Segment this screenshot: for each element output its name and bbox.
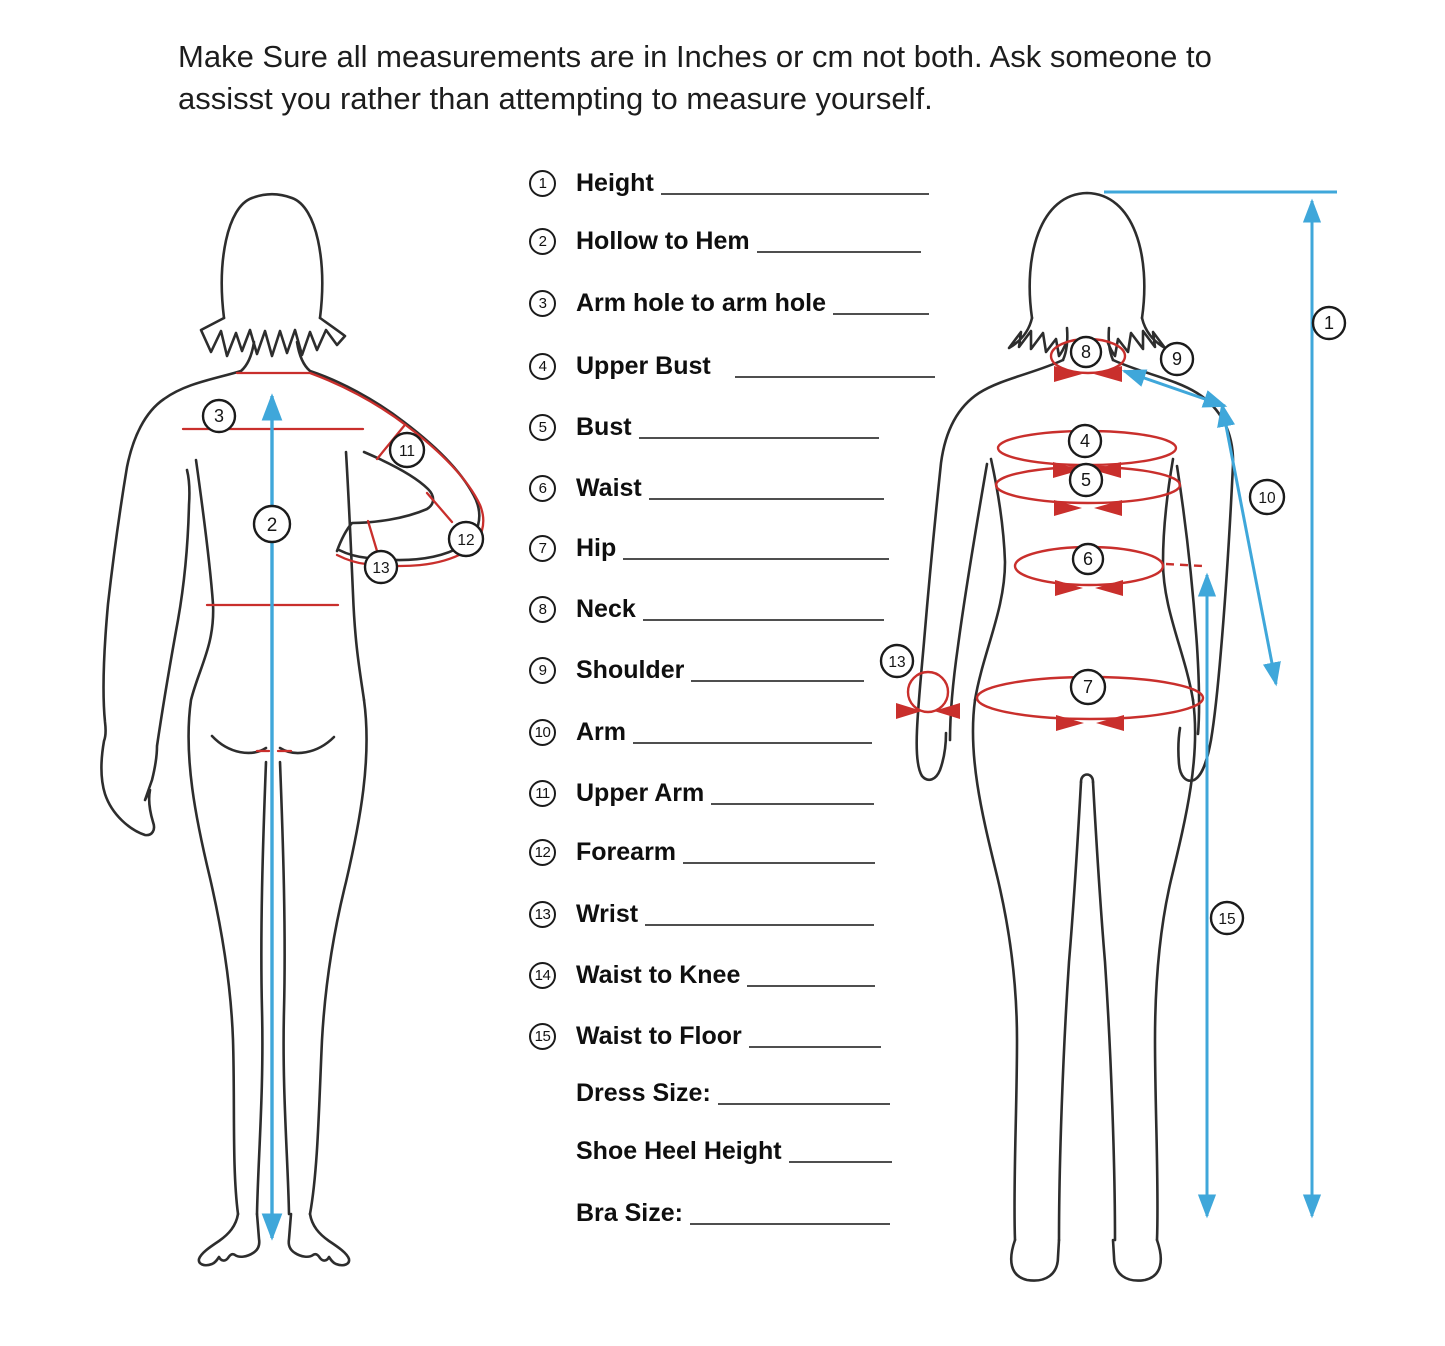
badge-15 bbox=[1211, 902, 1243, 934]
item-label: Arm hole to arm hole bbox=[576, 288, 827, 317]
svg-text:11: 11 bbox=[398, 443, 416, 460]
blank-line bbox=[711, 803, 874, 805]
badge-7 bbox=[1071, 670, 1105, 704]
badge-6 bbox=[1073, 544, 1103, 574]
badge-1 bbox=[1313, 307, 1345, 339]
arm-arrow bbox=[1222, 405, 1276, 684]
left-foot bbox=[199, 1214, 259, 1265]
instruction-line-1: Make Sure all measurements are in Inches or cm not both. Ask someone to bbox=[178, 39, 1212, 74]
svg-text:15: 15 bbox=[1218, 911, 1236, 928]
badge-9 bbox=[1161, 343, 1193, 375]
blank-line bbox=[747, 985, 875, 987]
instruction-line-2: assisst you rather than attempting to measure yourself. bbox=[178, 81, 933, 116]
svg-text:3: 3 bbox=[213, 406, 225, 426]
badge-13 bbox=[365, 551, 397, 583]
front-red-measure-marks bbox=[908, 339, 1203, 719]
measurement-row-wrist bbox=[529, 899, 874, 929]
item-label: Height bbox=[576, 168, 654, 197]
front-view-figure bbox=[860, 180, 1360, 1320]
item-label: Shoe Heel Height bbox=[576, 1136, 782, 1165]
item-number-badge: 15 bbox=[529, 1023, 556, 1050]
badge-10 bbox=[1250, 480, 1284, 514]
instruction-text bbox=[178, 36, 1308, 120]
bent-arm-outline bbox=[297, 342, 479, 560]
item-label: Hollow to Hem bbox=[576, 226, 750, 255]
item-number-badge: 10 bbox=[529, 719, 556, 746]
item-label: Wrist bbox=[576, 899, 639, 928]
item-label: Bra Size: bbox=[576, 1198, 683, 1227]
blank-line bbox=[649, 498, 884, 500]
hair-right bbox=[1108, 318, 1165, 356]
badge-11 bbox=[390, 433, 424, 467]
item-number-badge: 12 bbox=[529, 839, 556, 866]
badge-8 bbox=[1071, 337, 1101, 367]
svg-text:2: 2 bbox=[266, 515, 278, 536]
measurement-row-shoe-heel-height bbox=[576, 1136, 892, 1166]
blank-line bbox=[633, 742, 872, 744]
item-number-badge: 1 bbox=[529, 170, 556, 197]
svg-text:8: 8 bbox=[1080, 342, 1092, 362]
item-label: Waist bbox=[576, 473, 642, 502]
item-number-badge: 5 bbox=[529, 414, 556, 441]
svg-text:4: 4 bbox=[1079, 431, 1091, 451]
measurement-row-arm bbox=[529, 717, 872, 747]
item-number-badge: 6 bbox=[529, 475, 556, 502]
blank-line bbox=[645, 924, 874, 926]
svg-text:9: 9 bbox=[1171, 349, 1183, 369]
svg-text:12: 12 bbox=[457, 532, 475, 549]
waist-dashed-line bbox=[1166, 564, 1203, 566]
item-number-badge: 9 bbox=[529, 657, 556, 684]
measurement-row-waist-to-floor bbox=[529, 1021, 881, 1051]
hair bbox=[201, 318, 345, 356]
item-label: Hip bbox=[576, 533, 617, 562]
item-label: Arm bbox=[576, 717, 627, 746]
item-label: Upper Bust bbox=[576, 351, 711, 380]
measurement-row-neck bbox=[529, 594, 884, 624]
item-number-badge: 14 bbox=[529, 962, 556, 989]
measurement-row-waist bbox=[529, 473, 884, 503]
badge-5 bbox=[1070, 464, 1102, 496]
item-label: Neck bbox=[576, 594, 636, 623]
svg-text:6: 6 bbox=[1082, 549, 1094, 569]
item-number-badge: 2 bbox=[529, 228, 556, 255]
svg-text:7: 7 bbox=[1082, 677, 1094, 697]
wrist-circle bbox=[908, 672, 948, 712]
svg-text:10: 10 bbox=[1258, 490, 1276, 507]
badge-13 bbox=[881, 645, 913, 677]
measurement-row-hip bbox=[529, 533, 889, 563]
svg-text:1: 1 bbox=[1323, 313, 1335, 333]
measurement-row-bust bbox=[529, 412, 879, 442]
measurement-row-shoulder bbox=[529, 655, 864, 685]
svg-text:13: 13 bbox=[888, 654, 906, 671]
blank-line bbox=[683, 862, 875, 864]
measurement-row-dress-size bbox=[576, 1078, 890, 1108]
front-figure-badges bbox=[881, 307, 1345, 934]
back-body-outline bbox=[102, 194, 480, 1265]
item-label: Waist to Floor bbox=[576, 1021, 742, 1050]
blank-line bbox=[643, 619, 884, 621]
blank-line bbox=[623, 558, 889, 560]
item-number-badge: 7 bbox=[529, 535, 556, 562]
blank-line bbox=[639, 437, 879, 439]
measurement-row-forearm bbox=[529, 837, 875, 867]
item-number-badge: 13 bbox=[529, 901, 556, 928]
item-label: Upper Arm bbox=[576, 778, 705, 807]
item-number-badge: 8 bbox=[529, 596, 556, 623]
item-label: Forearm bbox=[576, 837, 677, 866]
item-label: Dress Size: bbox=[576, 1078, 711, 1107]
hair-left bbox=[1009, 318, 1066, 356]
item-number-badge: 3 bbox=[529, 290, 556, 317]
badge-3 bbox=[203, 400, 235, 432]
item-number-badge: 11 bbox=[529, 780, 556, 807]
right-foot bbox=[289, 1214, 349, 1265]
measurement-row-bra-size bbox=[576, 1198, 890, 1228]
badge-12 bbox=[449, 522, 483, 556]
item-number-badge: 4 bbox=[529, 353, 556, 380]
shoulder-arrow bbox=[1124, 371, 1225, 406]
measurement-row-upper-arm bbox=[529, 778, 874, 808]
badge-4 bbox=[1069, 425, 1101, 457]
item-label: Bust bbox=[576, 412, 632, 441]
wrist-tick bbox=[368, 521, 377, 551]
svg-text:13: 13 bbox=[372, 560, 390, 577]
blank-line bbox=[691, 680, 864, 682]
item-label: Shoulder bbox=[576, 655, 685, 684]
back-view-figure bbox=[40, 180, 510, 1320]
badge-2 bbox=[254, 506, 290, 542]
svg-text:5: 5 bbox=[1080, 470, 1092, 490]
measurement-row-waist-to-knee bbox=[529, 960, 875, 990]
item-label: Waist to Knee bbox=[576, 960, 741, 989]
